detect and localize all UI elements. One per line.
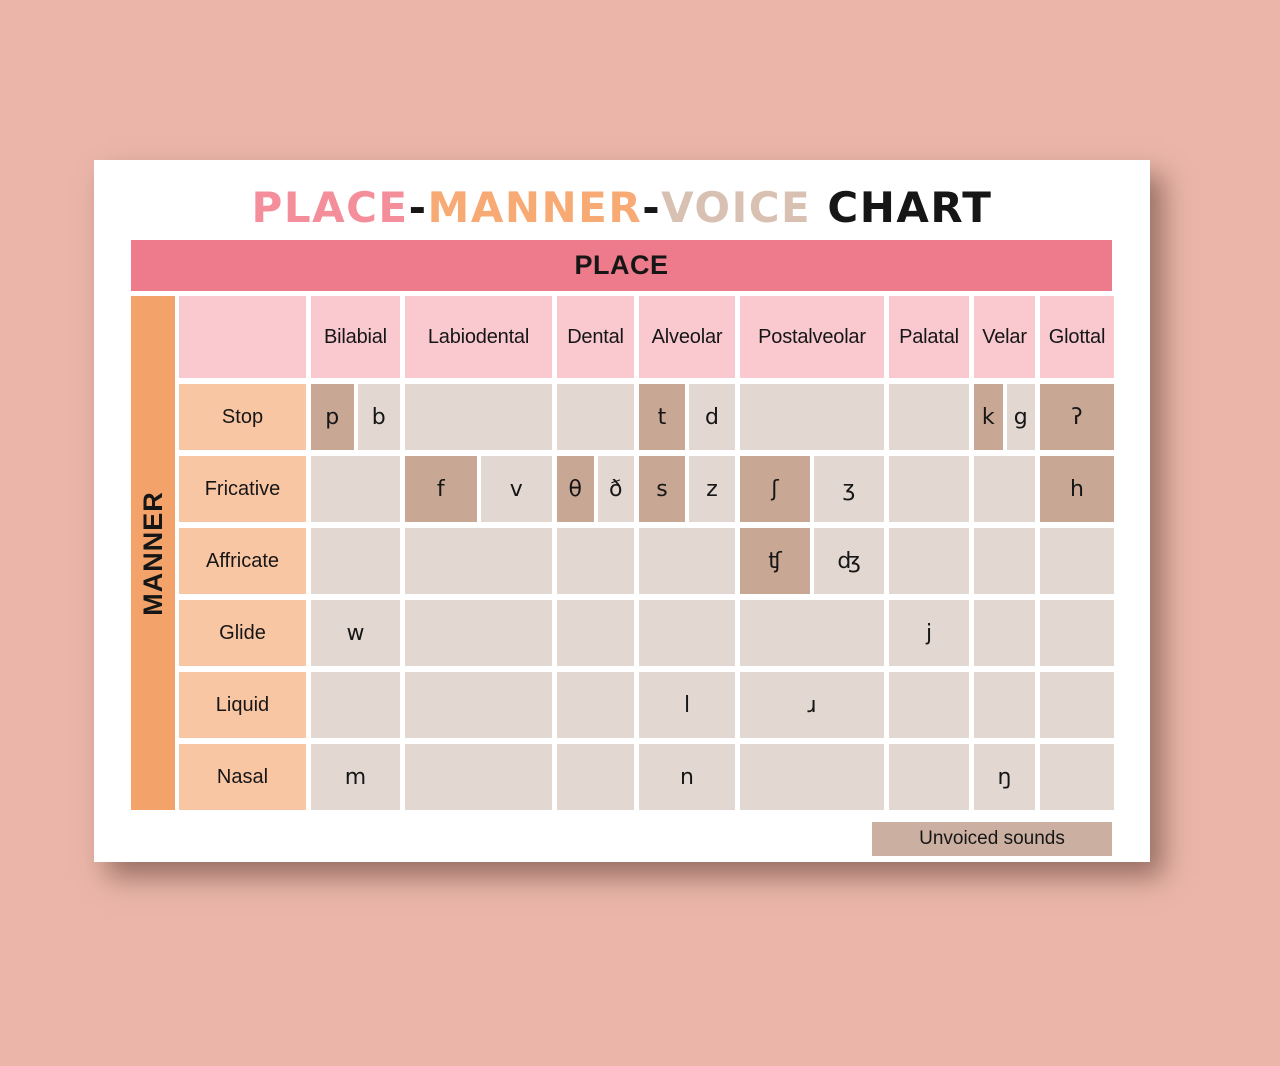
- sound-z-label: z: [706, 476, 718, 502]
- cell-stop-dental-empty: [557, 384, 634, 450]
- sound-g: [1007, 384, 1036, 450]
- col-header-alveolar-label: Alveolar: [651, 325, 723, 348]
- title-segment--: -: [642, 182, 662, 232]
- sound-ʃ: [740, 456, 810, 522]
- cell-stop-labiodental-empty: [405, 384, 552, 450]
- unvoiced-legend: [872, 822, 1112, 856]
- col-header-palatal-label: Palatal: [899, 325, 959, 348]
- sound-s-label: s: [656, 476, 668, 502]
- sound-j-label: j: [925, 620, 933, 646]
- cell-liquid-palatal-empty: [889, 672, 969, 738]
- sound-z: [689, 456, 735, 522]
- sound-k: [974, 384, 1003, 450]
- cell-stop-bilabial: [311, 384, 400, 450]
- corner-cell: [179, 296, 306, 378]
- sound-p: [311, 384, 354, 450]
- sound-θ-label: θ: [568, 476, 582, 502]
- cell-glide-velar-empty: [974, 600, 1035, 666]
- sound-p-label: p: [325, 404, 340, 430]
- row-label-nasal-label: Nasal: [216, 765, 269, 788]
- cell-glide-postalveolar-empty: [740, 600, 884, 666]
- cell-fricative-alveolar: [639, 456, 735, 522]
- sound-s: [639, 456, 685, 522]
- row-label-nasal: [179, 744, 306, 810]
- sound-d-label: d: [705, 404, 719, 430]
- sound-f: [405, 456, 477, 522]
- row-label-affricate: [179, 528, 306, 594]
- sound-ð: [598, 456, 635, 522]
- col-header-alveolar: [639, 296, 735, 378]
- cell-affricate-glottal-empty: [1040, 528, 1114, 594]
- sound-ʃ-label: ʃ: [771, 476, 779, 502]
- cell-nasal-postalveolar-empty: [740, 744, 884, 810]
- cell-affricate-velar-empty: [974, 528, 1035, 594]
- cell-stop-velar: [974, 384, 1035, 450]
- sound-θ: [557, 456, 594, 522]
- cell-nasal-dental-empty: [557, 744, 634, 810]
- sound-ð-label: ð: [609, 476, 623, 502]
- chart-card: [94, 160, 1150, 862]
- row-label-stop: [179, 384, 306, 450]
- cell-nasal-palatal-empty: [889, 744, 969, 810]
- sound-b-label: b: [371, 404, 386, 430]
- sound-ɹ-label: ɹ: [807, 692, 817, 718]
- cell-liquid-bilabial-empty: [311, 672, 400, 738]
- sound-k-label: k: [981, 404, 995, 430]
- col-header-dental-label: Dental: [567, 325, 624, 348]
- sound-m-label: m: [344, 764, 367, 790]
- cell-liquid-velar-empty: [974, 672, 1035, 738]
- sound-j: [889, 600, 969, 666]
- col-header-labiodental-label: Labiodental: [427, 325, 530, 348]
- col-header-glottal: [1040, 296, 1114, 378]
- title-segment--: -: [408, 182, 428, 232]
- cell-fricative-dental: [557, 456, 634, 522]
- page-title: [94, 176, 1150, 238]
- cell-glide-glottal-empty: [1040, 600, 1114, 666]
- row-label-glide-label: Glide: [219, 621, 266, 644]
- row-label-stop-label: Stop: [221, 405, 264, 428]
- sound-t-label: t: [657, 404, 667, 430]
- col-header-velar-label: Velar: [982, 325, 1027, 348]
- cell-affricate-bilabial-empty: [311, 528, 400, 594]
- col-header-bilabial-label: Bilabial: [324, 325, 387, 348]
- sound-v: [481, 456, 553, 522]
- sound-t: [639, 384, 685, 450]
- place-axis-header: [131, 240, 1112, 291]
- cell-affricate-alveolar-empty: [639, 528, 735, 594]
- cell-affricate-dental-empty: [557, 528, 634, 594]
- row-label-liquid-label: Liquid: [215, 693, 270, 716]
- sound-v-label: v: [509, 476, 523, 502]
- sound-m: [311, 744, 400, 810]
- sound-b: [358, 384, 401, 450]
- sound-ʔ-label: ʔ: [1071, 404, 1083, 430]
- cell-fricative-palatal-empty: [889, 456, 969, 522]
- cell-stop-postalveolar-empty: [740, 384, 884, 450]
- sound-ŋ-label: ŋ: [997, 764, 1012, 790]
- cell-stop-alveolar: [639, 384, 735, 450]
- pmv-grid: [179, 296, 1114, 810]
- cell-liquid-glottal-empty: [1040, 672, 1114, 738]
- sound-n: [639, 744, 735, 810]
- col-header-bilabial: [311, 296, 400, 378]
- cell-fricative-bilabial-empty: [311, 456, 400, 522]
- unvoiced-legend-label: Unvoiced sounds: [919, 828, 1065, 849]
- sound-h-label: h: [1070, 476, 1084, 502]
- row-label-glide: [179, 600, 306, 666]
- sound-w-label: w: [346, 620, 365, 646]
- cell-liquid-labiodental-empty: [405, 672, 552, 738]
- col-header-postalveolar-label: Postalveolar: [758, 325, 866, 348]
- sound-ʤ: [814, 528, 884, 594]
- col-header-postalveolar: [740, 296, 884, 378]
- col-header-dental: [557, 296, 634, 378]
- sound-ʔ: [1040, 384, 1114, 450]
- sound-ŋ: [974, 744, 1035, 810]
- place-axis-label: PLACE: [574, 250, 669, 280]
- sound-l-label: l: [683, 692, 691, 718]
- cell-glide-dental-empty: [557, 600, 634, 666]
- title-segment-voice: VOICE: [661, 182, 812, 232]
- cell-fricative-velar-empty: [974, 456, 1035, 522]
- row-label-affricate-label: Affricate: [206, 549, 279, 572]
- cell-stop-palatal-empty: [889, 384, 969, 450]
- sound-g-label: g: [1013, 404, 1028, 430]
- cell-affricate-palatal-empty: [889, 528, 969, 594]
- cell-fricative-labiodental: [405, 456, 552, 522]
- row-label-liquid: [179, 672, 306, 738]
- col-header-glottal-label: Glottal: [1048, 325, 1106, 348]
- sound-ʒ: [814, 456, 884, 522]
- pmv-table: [131, 296, 1150, 810]
- row-label-fricative: [179, 456, 306, 522]
- sound-ʤ-label: ʤ: [837, 548, 861, 574]
- sound-h: [1040, 456, 1114, 522]
- row-label-fricative-label: Fricative: [204, 477, 281, 500]
- title-segment--chart: CHART: [811, 182, 993, 232]
- sound-ɹ: [740, 672, 884, 738]
- cell-nasal-labiodental-empty: [405, 744, 552, 810]
- cell-liquid-dental-empty: [557, 672, 634, 738]
- sound-ʧ-label: ʧ: [768, 548, 782, 574]
- col-header-palatal: [889, 296, 969, 378]
- cell-glide-labiodental-empty: [405, 600, 552, 666]
- sound-ʧ: [740, 528, 810, 594]
- cell-glide-alveolar-empty: [639, 600, 735, 666]
- cell-affricate-postalveolar: [740, 528, 884, 594]
- manner-axis-header: [131, 296, 175, 810]
- sound-ʒ-label: ʒ: [842, 476, 856, 502]
- cell-fricative-postalveolar: [740, 456, 884, 522]
- title-segment-place: PLACE: [251, 182, 409, 232]
- manner-axis-label: MANNER: [137, 490, 168, 616]
- col-header-labiodental: [405, 296, 552, 378]
- title-segment-manner: MANNER: [427, 182, 643, 232]
- sound-l: [639, 672, 735, 738]
- cell-affricate-labiodental-empty: [405, 528, 552, 594]
- sound-w: [311, 600, 400, 666]
- sound-d: [689, 384, 735, 450]
- col-header-velar: [974, 296, 1035, 378]
- cell-nasal-glottal-empty: [1040, 744, 1114, 810]
- sound-n-label: n: [680, 764, 694, 790]
- sound-f-label: f: [436, 476, 445, 502]
